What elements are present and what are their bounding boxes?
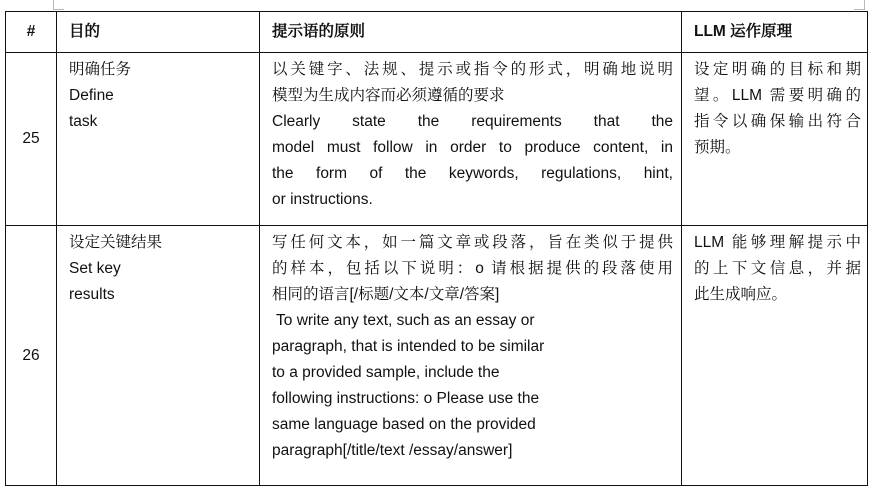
purpose-line: Set key [69,260,121,277]
purpose-line: 设定关键结果 [69,234,163,251]
table-row [6,226,868,486]
purpose-line: 明确任务 [69,61,132,78]
row-number: 25 [6,53,57,226]
principle-line: same language based on the provided [272,416,536,433]
table-row [6,53,868,226]
mechanism-line: 设定明确的目标和期 [694,61,861,78]
crop-mark-left [53,0,64,10]
header-purpose: 目的 [57,12,260,53]
purpose-line: task [69,113,98,130]
purpose-cell [57,53,260,226]
header-row [6,12,868,53]
crop-mark-right [854,0,865,10]
purpose-cell [57,226,260,486]
mechanism-cell [682,226,868,486]
mechanism-line: 的上下文信息，并据 [694,260,861,277]
row-number: 26 [6,226,57,486]
principle-line: 相同的语言[/标题/文本/文章/答案] [272,286,500,303]
mechanism-line: LLM 能够理解提示中 [694,234,861,251]
principles-table [5,11,868,486]
principle-line: Clearly state the requirements that the [272,113,673,130]
principle-line: 模型为生成内容而必须遵循的要求 [272,87,505,104]
principle-line: or instructions. [272,191,373,208]
header-num: # [6,12,57,53]
mechanism-line: 指令以确保输出符合 [694,113,861,130]
principle-line: To write any text, such as an essay or [272,312,535,329]
mechanism-line: 此生成响应。 [694,286,788,303]
principle-line: the form of the keywords, regulations, hint, [272,165,673,182]
principle-line: following instructions: o Please use the [272,390,540,407]
header-principle: 提示语的原则 [260,12,682,53]
principle-line: model must follow in order to produce content, in [272,139,673,156]
principle-line: paragraph, that is intended to be similar [272,338,545,355]
principle-line: paragraph[/title/text /essay/answer] [272,442,513,459]
mechanism-cell [682,53,868,226]
principle-line: 写任何文本，如一篇文章或段落，旨在类似于提供 [272,234,673,251]
principle-line: 以关键字、法规、提示或指令的形式，明确地说明 [272,61,673,78]
principle-line: to a provided sample, include the [272,364,500,381]
header-mechanism: LLM 运作原理 [682,12,868,53]
principle-line: 的样本，包括以下说明：o 请根据提供的段落使用 [272,260,673,277]
mechanism-line: 望。LLM 需要明确的 [694,87,861,104]
purpose-line: Define [69,87,114,104]
principle-cell [260,53,682,226]
purpose-line: results [69,286,115,303]
mechanism-line: 预期。 [694,139,741,156]
principle-cell [260,226,682,486]
